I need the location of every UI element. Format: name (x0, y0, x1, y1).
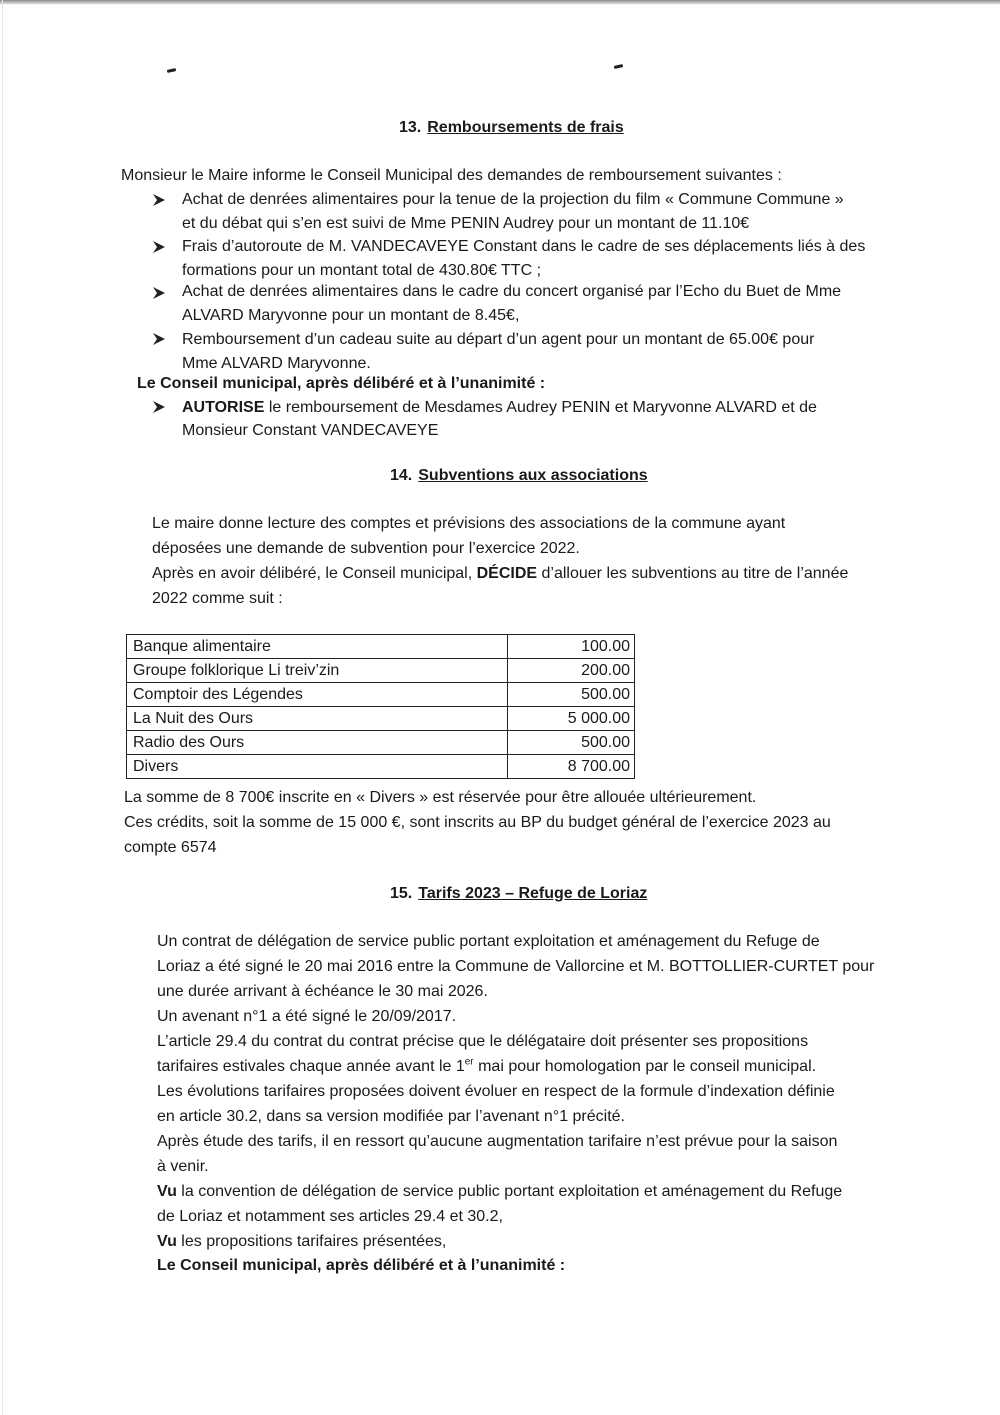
table-row (127, 731, 635, 755)
table-row (127, 683, 635, 707)
scan-mark (167, 68, 176, 73)
list-item-line: Frais d’autoroute de M. VANDECAVEYE Constant dans le cadre de ses déplacements liés à des (182, 238, 866, 255)
section-13-heading (399, 116, 624, 140)
text-span: d’allouer les subventions au titre de l’année (537, 565, 849, 582)
paragraph-line (157, 1180, 842, 1204)
list-item-line: Achat de denrées alimentaires dans le cadre du concert organisé par l’Echo du Buet de Mme (182, 283, 842, 300)
table-row (127, 707, 635, 731)
list-item-line: Mme ALVARD Maryvonne. (182, 355, 371, 372)
subsidy-amount: 5 000.00 (508, 707, 635, 731)
section-number: 13. (399, 119, 422, 136)
text-span: tarifaires estivales chaque année avant le 1 (157, 1058, 465, 1075)
list-item-line: ALVARD Maryvonne pour un montant de 8.45€, (182, 307, 520, 324)
list-item-line: et du débat qui s’en est suivi de Mme PENIN Audrey pour un montant de 11.10€ (182, 215, 750, 232)
table-row (127, 659, 635, 683)
decision-text: le remboursement de Mesdames Audrey PENIN et Maryvonne ALVARD et de (264, 399, 817, 416)
section-number: 15. (390, 885, 413, 902)
list-item-line: formations pour un montant total de 430.80€ TTC ; (182, 262, 542, 279)
arrow-bullet-icon (152, 332, 166, 346)
section-15-heading (390, 882, 647, 906)
paragraph-line (152, 562, 848, 586)
paragraph-line: déposées une demande de subvention pour l’exercice 2022. (152, 540, 580, 557)
association-name: Comptoir des Légendes (127, 683, 508, 707)
note-line: compte 6574 (124, 839, 217, 856)
subsidy-amount: 200.00 (508, 659, 635, 683)
paragraph-line: Un contrat de délégation de service public portant exploitation et aménagement du Refuge de (157, 933, 820, 950)
paragraph-line: Le maire donne lecture des comptes et prévisions des associations de la commune ayant (152, 515, 786, 532)
intro-text: Monsieur le Maire informe le Conseil Municipal des demandes de remboursement suivantes : (121, 167, 782, 184)
ordinal-suffix: er (464, 1056, 474, 1068)
paragraph-line: une durée arrivant à échéance le 30 mai 2026. (157, 983, 488, 1000)
subsidy-amount: 8 700.00 (508, 755, 635, 779)
note-line: La somme de 8 700€ inscrite en « Divers » est réservée pour être allouée ultérieurement. (124, 789, 757, 806)
council-statement: Le Conseil municipal, après délibéré et à l’unanimité : (157, 1257, 566, 1274)
decision-keyword: DÉCIDE (476, 565, 538, 582)
decision-keyword: AUTORISE (182, 399, 265, 416)
association-name: Radio des Ours (127, 731, 508, 755)
subsidy-amount: 500.00 (508, 683, 635, 707)
text-span: Après en avoir délibéré, le Conseil municipal, (152, 565, 477, 582)
section-number: 14. (390, 467, 413, 484)
arrow-bullet-icon (152, 240, 166, 254)
arrow-bullet-icon (152, 193, 166, 207)
paragraph-line (157, 1055, 816, 1079)
table-row (127, 755, 635, 779)
paragraph-line: L’article 29.4 du contrat du contrat précise que le délégataire doit présenter ses propositions (157, 1033, 809, 1050)
arrow-bullet-icon (152, 286, 166, 300)
association-name: Divers (127, 755, 508, 779)
paragraph-line: Les évolutions tarifaires proposées doivent évoluer en respect de la formule d’indexation définie (157, 1083, 835, 1100)
association-name: Groupe folklorique Li treiv’zin (127, 659, 508, 683)
note-line: Ces crédits, soit la somme de 15 000 €, sont inscrits au BP du budget général de l’exercice 2023 au (124, 814, 831, 831)
subsidy-amount: 500.00 (508, 731, 635, 755)
section-14-heading (390, 464, 648, 488)
paragraph-line: à venir. (157, 1158, 209, 1175)
section-title: Tarifs 2023 – Refuge de Loriaz (418, 885, 648, 902)
paragraph-line: Après étude des tarifs, il en ressort qu’aucune augmentation tarifaire n’est prévue pour la saison (157, 1133, 838, 1150)
decision-line (182, 396, 817, 420)
subsidy-amount: 100.00 (508, 635, 635, 659)
paragraph-line: de Loriaz et notamment ses articles 29.4 et 30.2, (157, 1208, 503, 1225)
list-item-line: Remboursement d’un cadeau suite au départ d’un agent pour un montant de 65.00€ pour (182, 331, 815, 348)
text-span: les propositions tarifaires présentées, (176, 1233, 447, 1250)
paragraph-line (157, 1230, 446, 1254)
list-item-line: Achat de denrées alimentaires pour la tenue de la projection du film « Commune Commune » (182, 191, 844, 208)
paragraph-line: Loriaz a été signé le 20 mai 2016 entre la Commune de Vallorcine et M. BOTTOLLIER-CURTET pour (157, 958, 875, 975)
section-title: Remboursements de frais (427, 119, 624, 136)
arrow-bullet-icon (152, 400, 166, 414)
text-span: mai pour homologation par le conseil municipal. (473, 1058, 817, 1075)
paragraph-line: Un avenant n°1 a été signé le 20/09/2017. (157, 1008, 457, 1025)
paragraph-line: en article 30.2, dans sa version modifiée par l’avenant n°1 précité. (157, 1108, 625, 1125)
subsidies-table (126, 634, 635, 779)
association-name: Banque alimentaire (127, 635, 508, 659)
table-row (127, 635, 635, 659)
section-title: Subventions aux associations (418, 467, 648, 484)
scan-mark (614, 64, 623, 69)
vu-keyword: Vu (157, 1183, 177, 1200)
paragraph-line: 2022 comme suit : (152, 590, 283, 607)
association-name: La Nuit des Ours (127, 707, 508, 731)
vu-keyword: Vu (157, 1233, 177, 1250)
decision-line: Monsieur Constant VANDECAVEYE (182, 422, 439, 439)
council-statement: Le Conseil municipal, après délibéré et à l’unanimité : (137, 375, 546, 392)
scan-top-edge (0, 0, 1000, 5)
text-span: la convention de délégation de service public portant exploitation et aménagement du Refuge (176, 1183, 843, 1200)
scan-left-edge (2, 0, 3, 1415)
